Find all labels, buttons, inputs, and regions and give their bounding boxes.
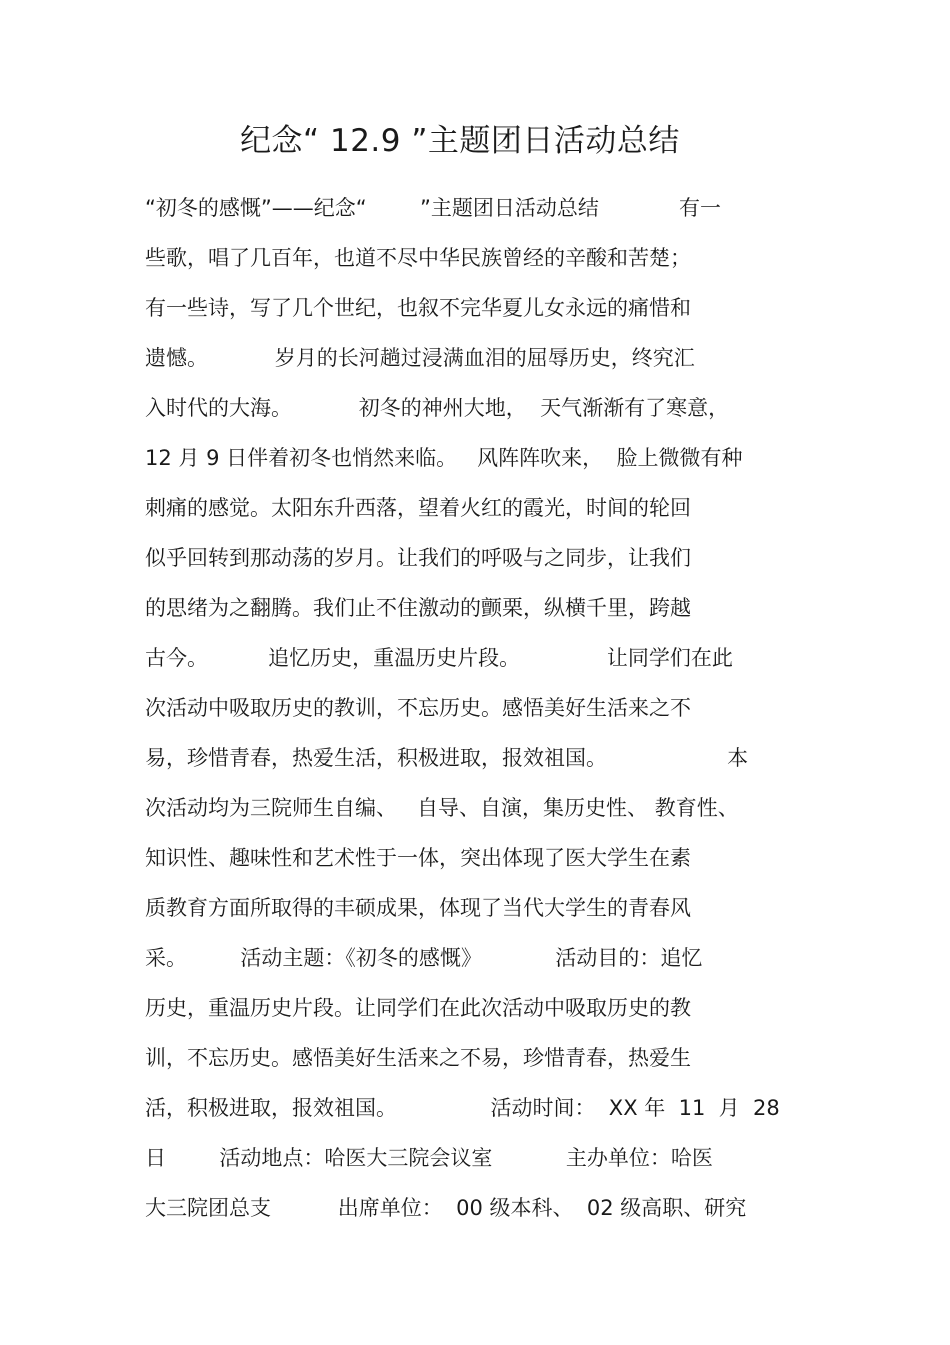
body-line: 日 活动地点：哈医大三院会议室 主办单位：哈医	[145, 1146, 713, 1170]
document-body	[145, 183, 815, 1233]
body-line: 似乎回转到那动荡的岁月。让我们的呼吸与之同步，让我们	[145, 546, 691, 570]
body-line: 遗憾。 岁月的长河趟过浸满血泪的屈辱历史，终究汇	[145, 346, 695, 370]
document-title: 纪念“ 12.9 ”主题团日活动总结	[240, 123, 680, 159]
body-line: 的思绪为之翻腾。我们止不住激动的颤栗，纵横千里，跨越	[145, 596, 691, 620]
body-line: 历史，重温历史片段。让同学们在此次活动中吸取历史的教	[145, 996, 691, 1020]
body-line: 易，珍惜青春，热爱生活，积极进取，报效祖国。 本	[145, 746, 749, 770]
body-line: “初冬的感慨”——纪念“ ”主题团日活动总结 有一	[145, 196, 722, 220]
body-line: 知识性、趣味性和艺术性于一体，突出体现了医大学生在素	[145, 846, 691, 870]
body-line: 活，积极进取，报效祖国。 活动时间： XX 年 11 月 28	[145, 1096, 780, 1120]
body-line: 采。 活动主题：《初冬的感慨》 活动目的：追忆	[145, 946, 703, 970]
body-line: 训，不忘历史。感悟美好生活来之不易，珍惜青春，热爱生	[145, 1046, 691, 1070]
body-line: 古今。 追忆历史，重温历史片段。 让同学们在此	[145, 646, 733, 670]
body-line: 次活动中吸取历史的教训，不忘历史。感悟美好生活来之不	[145, 696, 691, 720]
body-line: 12 月 9 日伴着初冬也悄然来临。 风阵阵吹来， 脸上微微有种	[145, 446, 743, 470]
body-line: 有一些诗，写了几个世纪，也叙不完华夏儿女永远的痛惜和	[145, 296, 691, 320]
body-line: 次活动均为三院师生自编、 自导、自演，集历史性、 教育性、	[145, 796, 739, 820]
body-line: 刺痛的感觉。太阳东升西落，望着火红的霞光，时间的轮回	[145, 496, 691, 520]
body-line: 质教育方面所取得的丰硕成果，体现了当代大学生的青春风	[145, 896, 691, 920]
body-line: 些歌，唱了几百年，也道不尽中华民族曾经的辛酸和苦楚；	[145, 246, 691, 270]
body-line: 入时代的大海。 初冬的神州大地， 天气渐渐有了寒意，	[145, 396, 730, 420]
body-line: 大三院团总支 出席单位： 00 级本科、 02 级高职、研究	[145, 1196, 747, 1220]
